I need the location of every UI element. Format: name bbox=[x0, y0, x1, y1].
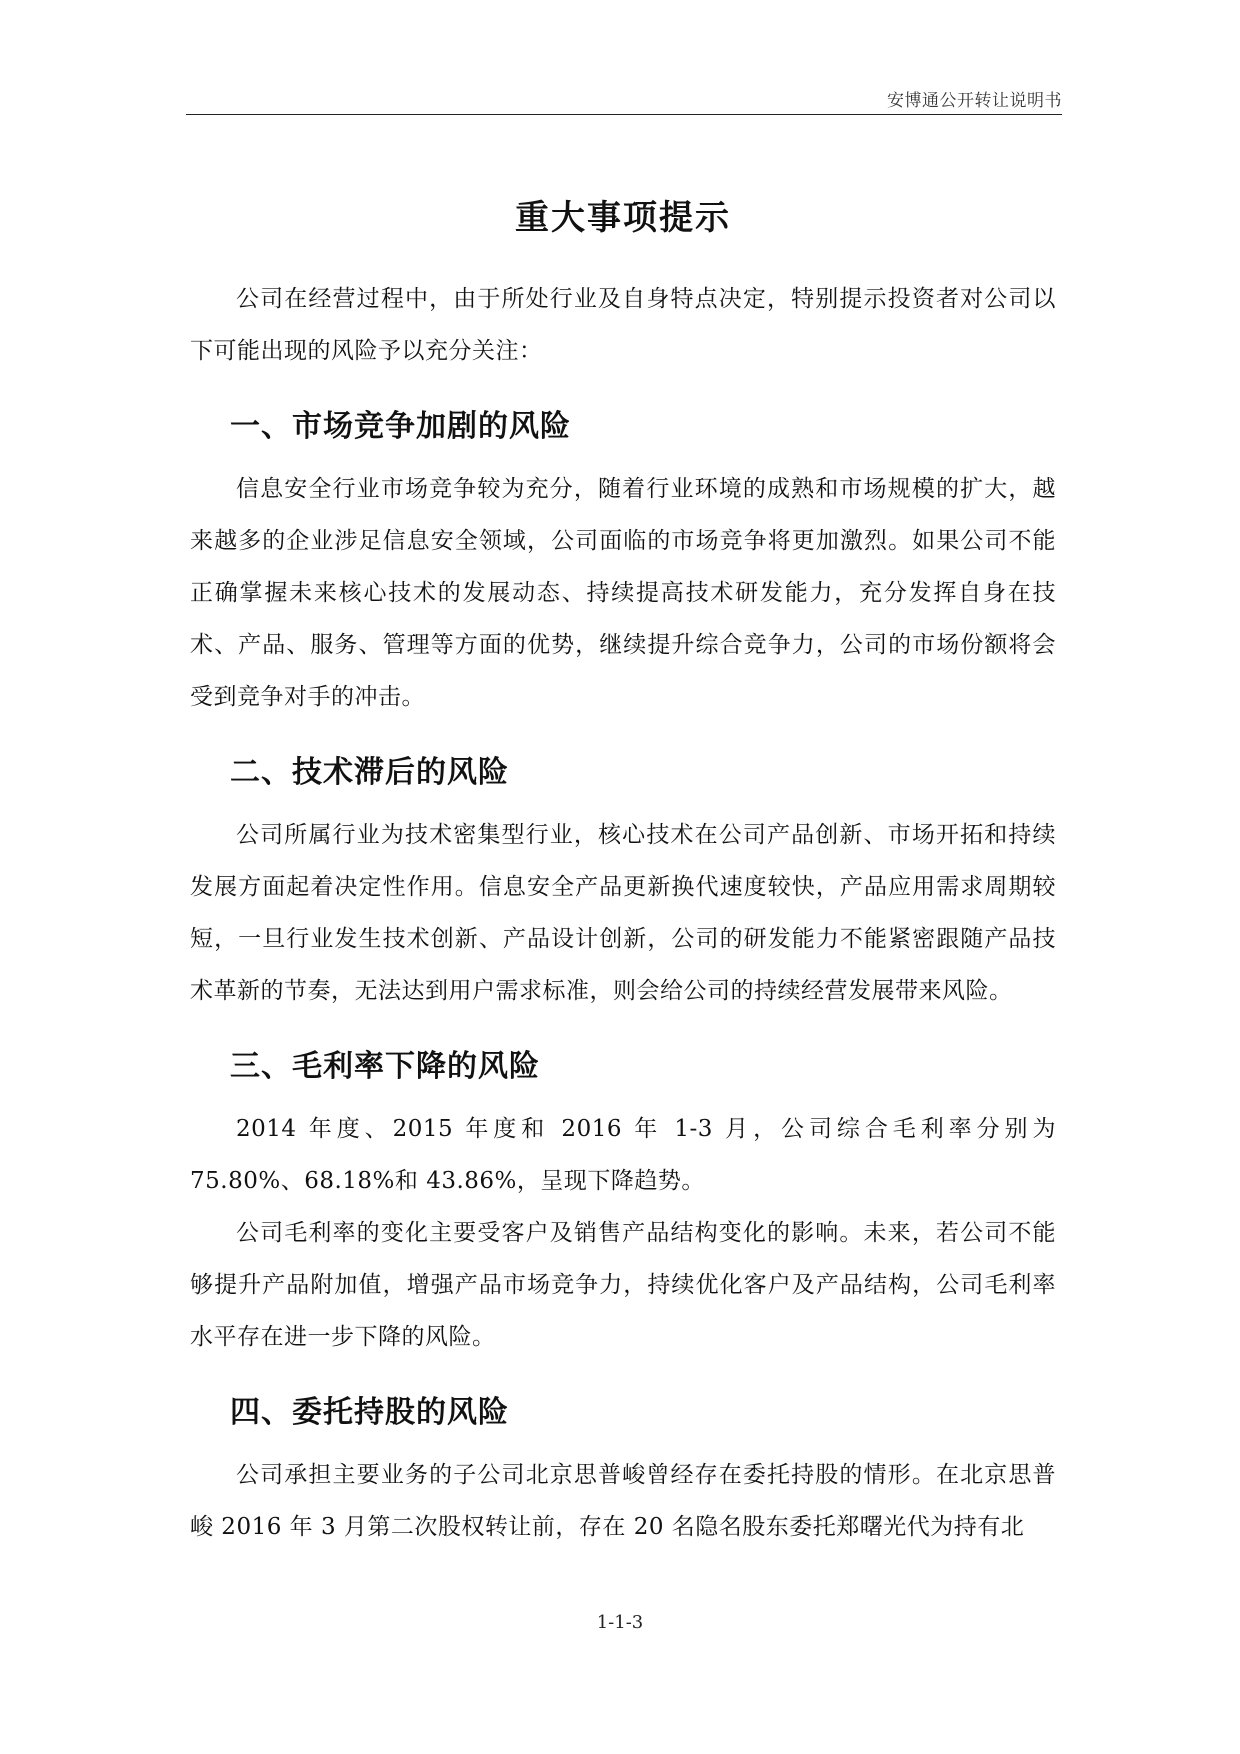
intro-paragraph: 公司在经营过程中，由于所处行业及自身特点决定，特别提示投资者对公司以下可能出现的风险予以充分关注： bbox=[190, 286, 1056, 364]
section-heading-market-competition: 一、市场竞争加剧的风险 bbox=[230, 409, 571, 444]
section-heading-technology-lag: 二、技术滞后的风险 bbox=[230, 755, 509, 790]
page-title: 重大事项提示 bbox=[515, 198, 731, 238]
section-paragraph: 公司所属行业为技术密集型行业，核心技术在公司产品创新、市场开拓和持续发展方面起着决定性作用。信息安全产品更新换代速度较快，产品应用需求周期较短，一旦行业发生技术创新、产品设计创新，公司的研发能力不能紧密跟随产品技术革新的节奏，无法达到用户需求标准，则会给公司的持续经营发展带来风险。 bbox=[190, 822, 1056, 1004]
section-paragraph: 公司毛利率的变化主要受客户及销售产品结构变化的影响。未来，若公司不能够提升产品附加值，增强产品市场竞争力，持续优化客户及产品结构，公司毛利率水平存在进一步下降的风险。 bbox=[190, 1220, 1056, 1350]
page-number: 1-1-3 bbox=[596, 1612, 644, 1633]
header-rule bbox=[186, 114, 1062, 115]
section-paragraph: 公司承担主要业务的子公司北京思普峻曾经存在委托持股的情形。在北京思普峻 2016 年 3 月第二次股权转让前，存在 20 名隐名股东委托郑曙光代为持有北 bbox=[190, 1462, 1056, 1540]
running-header: 安博通公开转让说明书 bbox=[887, 91, 1062, 111]
page-content bbox=[190, 190, 1056, 1553]
section-heading-gross-margin: 三、毛利率下降的风险 bbox=[230, 1049, 540, 1084]
section-paragraph: 信息安全行业市场竞争较为充分，随着行业环境的成熟和市场规模的扩大，越来越多的企业涉足信息安全领域，公司面临的市场竞争将更加激烈。如果公司不能正确掌握未来核心技术的发展动态、持续提高技术研发能力，充分发挥自身在技术、产品、服务、管理等方面的优势，继续提升综合竞争力，公司的市场份额将会受到竞争对手的冲击。 bbox=[190, 476, 1056, 710]
section-paragraph: 2014 年度、2015 年度和 2016 年 1-3 月，公司综合毛利率分别为 75.80%、68.18%和 43.86%，呈现下降趋势。 bbox=[190, 1116, 1056, 1194]
section-heading-entrusted-shareholding: 四、委托持股的风险 bbox=[230, 1395, 509, 1430]
